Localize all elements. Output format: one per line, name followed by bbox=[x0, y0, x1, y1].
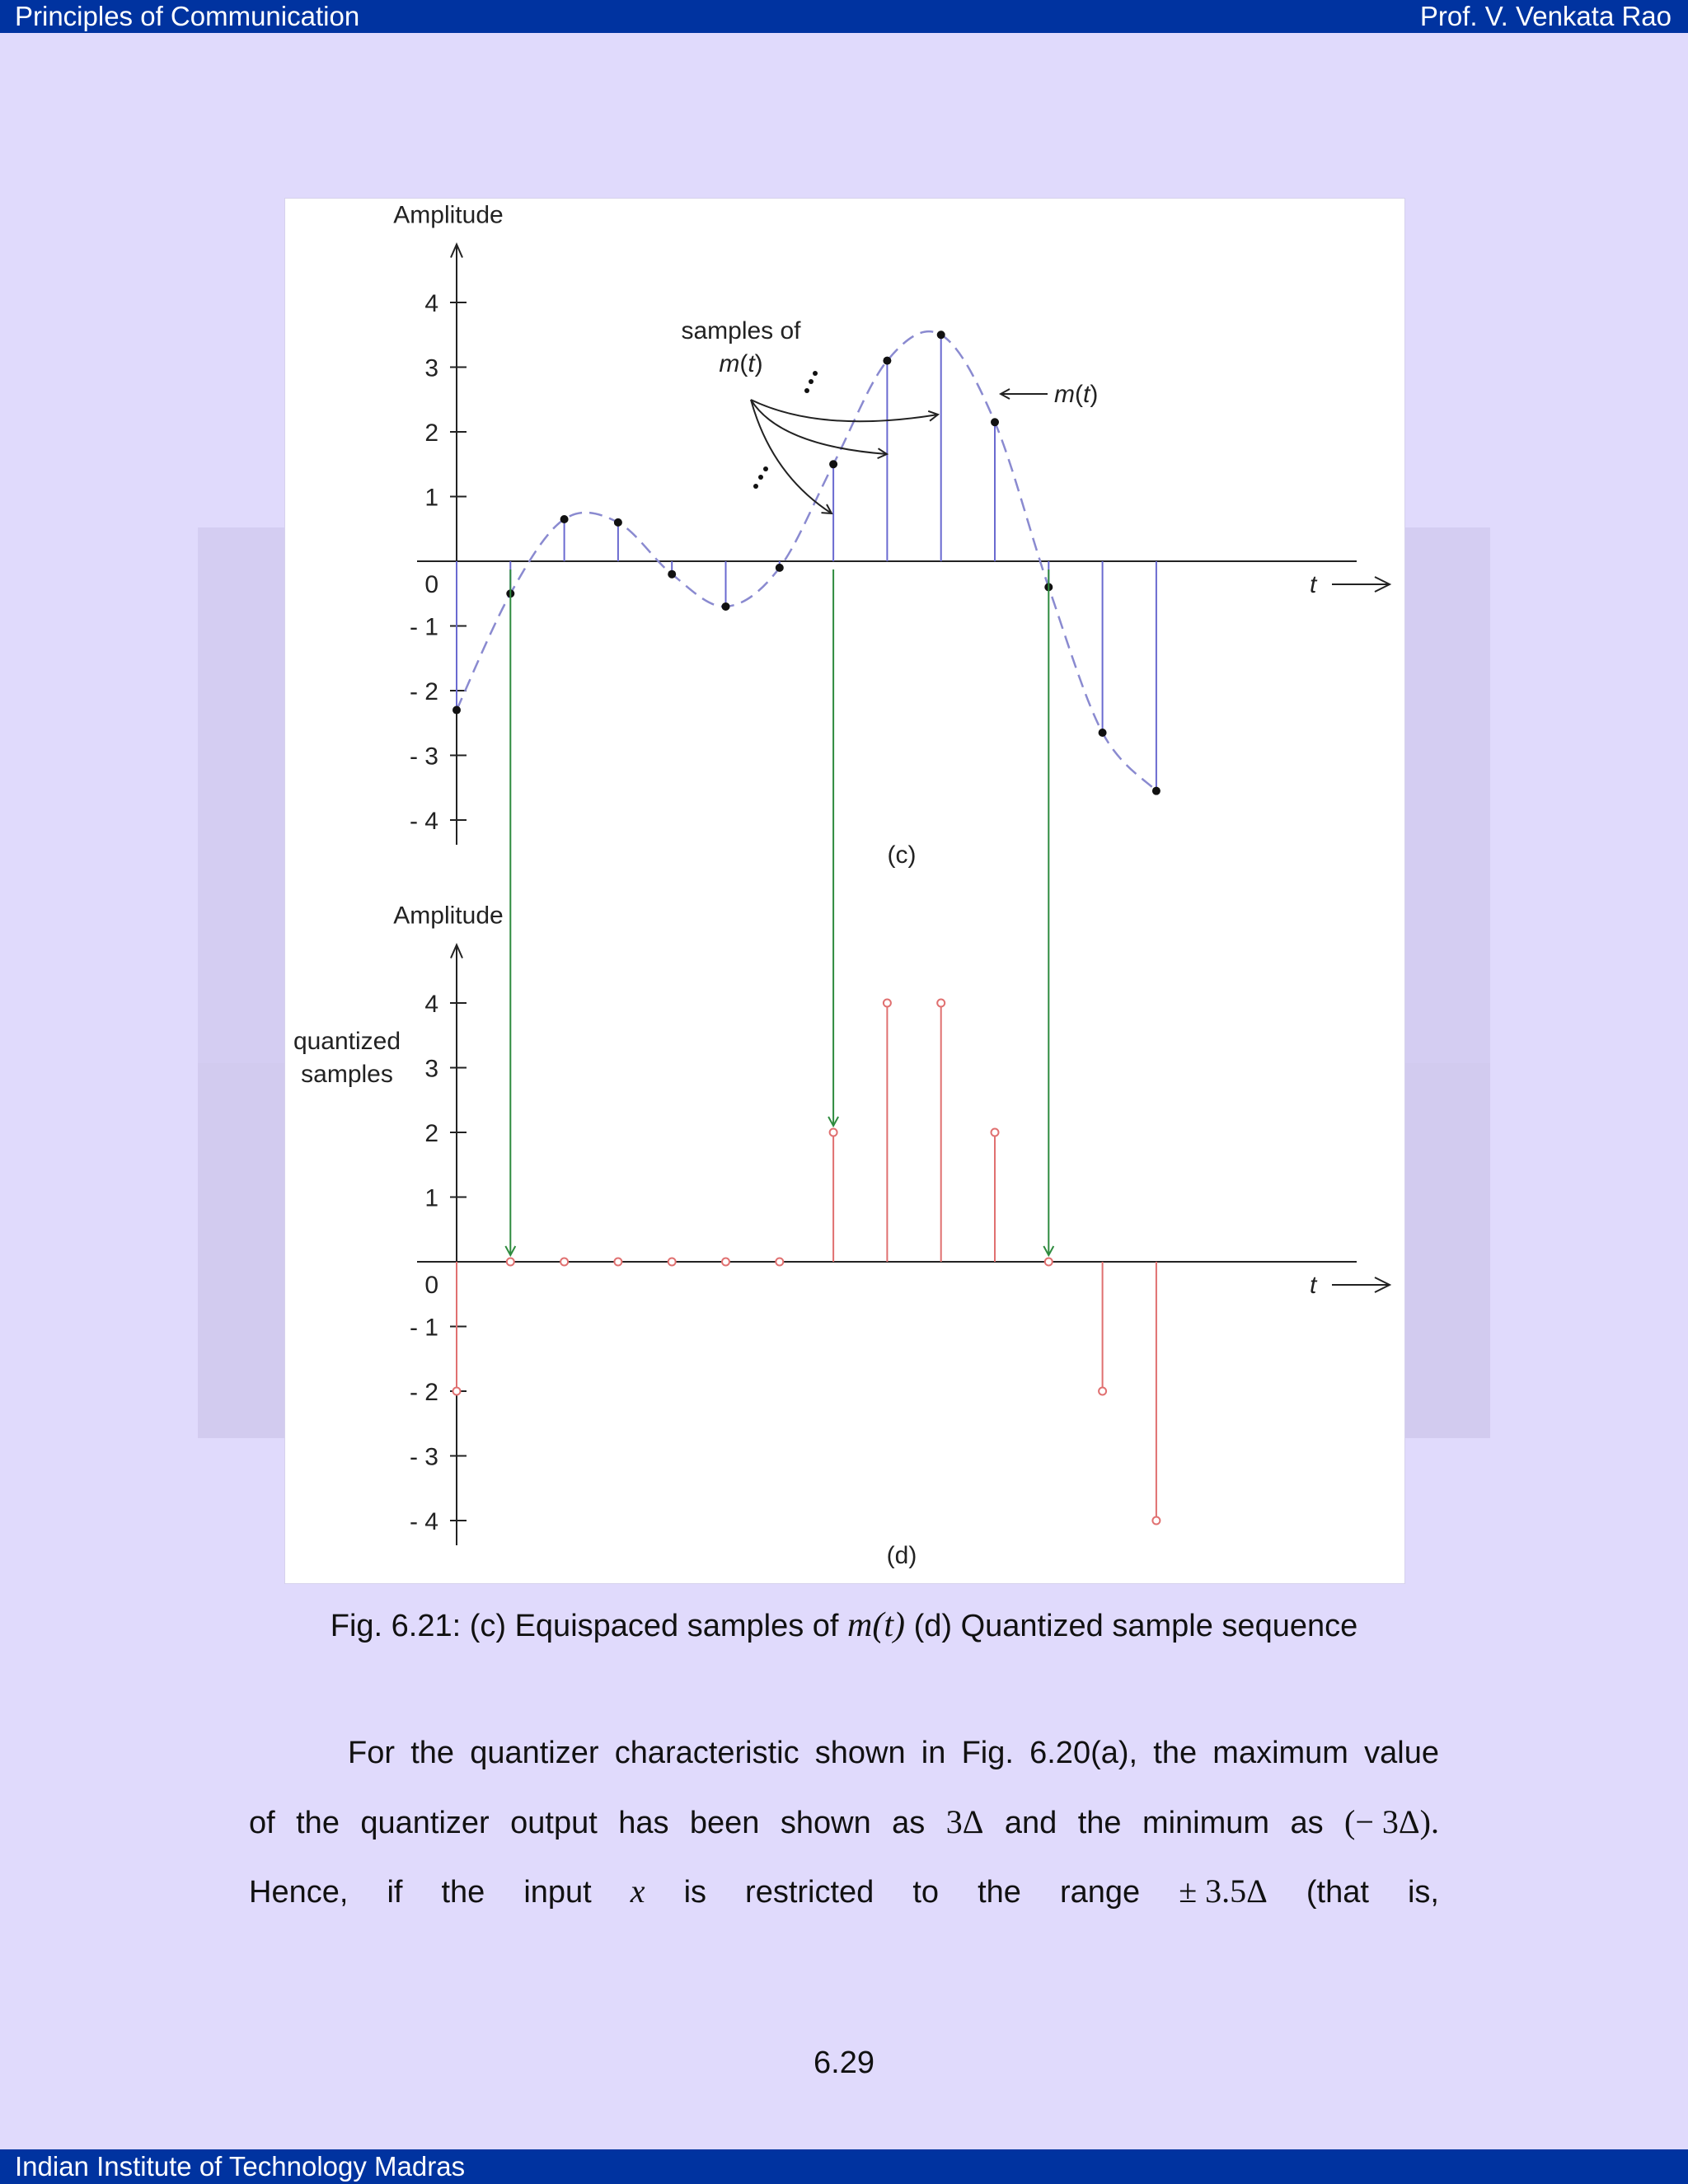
top-t-label: t bbox=[1310, 571, 1317, 598]
body-paragraph bbox=[249, 1718, 1439, 1926]
panel-label-d: (d) bbox=[886, 1542, 917, 1569]
sample-dot bbox=[722, 602, 730, 611]
sample-dot bbox=[614, 518, 622, 527]
line3-word: ± 3.5Δ bbox=[1179, 1872, 1268, 1910]
quantized-marker bbox=[453, 1388, 461, 1395]
quantized-label-line2: samples bbox=[301, 1061, 393, 1088]
sample-dot bbox=[883, 357, 891, 365]
top-tick-label: 1 bbox=[424, 484, 438, 512]
ellipsis-dot bbox=[809, 379, 814, 384]
sample-dot bbox=[1099, 729, 1107, 737]
sample-dot bbox=[829, 460, 837, 468]
caption-suffix: (d) Quantized sample sequence bbox=[913, 1609, 1358, 1643]
sample-dot bbox=[991, 418, 999, 426]
footer-bar bbox=[0, 2149, 1688, 2184]
institute-name: Indian Institute of Technology Madras bbox=[15, 2151, 466, 2182]
line3-word: Hence, bbox=[249, 1875, 349, 1910]
line2-word: 3Δ bbox=[945, 1803, 984, 1840]
quantized-marker bbox=[830, 1129, 837, 1137]
line3-word: (that bbox=[1306, 1875, 1369, 1910]
quantized-marker bbox=[560, 1258, 568, 1266]
ellipsis-dot bbox=[763, 466, 768, 471]
top-tick-label: - 4 bbox=[409, 808, 438, 835]
line2-word: the bbox=[296, 1806, 340, 1840]
line3-word: to bbox=[912, 1875, 940, 1910]
quantization-figure bbox=[285, 199, 1404, 1583]
top-amplitude-label: Amplitude bbox=[393, 201, 504, 229]
top-tick-label: 3 bbox=[424, 354, 438, 382]
panel-label-c: (c) bbox=[887, 841, 917, 869]
quantized-marker bbox=[1045, 1258, 1053, 1266]
sample-dot bbox=[1152, 787, 1160, 795]
paragraph-line-2 bbox=[249, 1788, 1439, 1857]
quantized-marker bbox=[507, 1258, 514, 1266]
page-number: 6.29 bbox=[814, 2046, 874, 2080]
line2-word: as bbox=[1290, 1806, 1324, 1840]
caption-math: m(t) bbox=[847, 1606, 906, 1644]
sample-dot bbox=[452, 706, 461, 715]
pointer-arrow bbox=[751, 400, 938, 421]
quantized-marker bbox=[776, 1258, 783, 1266]
line2-word: output bbox=[510, 1806, 598, 1840]
top-tick-label: - 2 bbox=[409, 678, 438, 705]
pointer-arrow bbox=[751, 400, 832, 513]
quantized-samples-plot bbox=[293, 902, 1390, 1570]
quantized-marker bbox=[1099, 1388, 1106, 1395]
caption-prefix: Fig. 6.21: (c) Equispaced samples of bbox=[330, 1609, 839, 1643]
line3-word: if bbox=[387, 1875, 403, 1910]
bottom-tick-label: - 1 bbox=[409, 1314, 438, 1342]
bottom-tick-label: - 2 bbox=[409, 1379, 438, 1406]
quantized-marker bbox=[937, 1000, 945, 1007]
line3-word: is, bbox=[1407, 1875, 1439, 1910]
line3-word: is bbox=[683, 1875, 707, 1910]
line2-word: (− 3Δ). bbox=[1344, 1803, 1439, 1840]
mapping-arrows bbox=[510, 569, 1048, 1255]
quantized-marker bbox=[614, 1258, 621, 1266]
header-bar bbox=[0, 0, 1688, 33]
quantized-marker bbox=[884, 1000, 891, 1007]
bottom-amplitude-label: Amplitude bbox=[393, 902, 504, 930]
line2-word: been bbox=[689, 1806, 760, 1840]
sample-dot bbox=[560, 515, 569, 523]
top-tick-label: 4 bbox=[424, 290, 438, 317]
quantized-marker bbox=[722, 1258, 729, 1266]
line2-word: and bbox=[1004, 1806, 1057, 1840]
ellipsis-dot bbox=[804, 388, 809, 393]
paragraph-line-1: For the quantizer characteristic shown in Fig. 6.20(a), the maximum value bbox=[348, 1736, 1439, 1770]
top-tick-label: - 1 bbox=[409, 613, 438, 641]
sample-dot bbox=[776, 564, 784, 572]
quantized-marker bbox=[992, 1129, 999, 1137]
bottom-tick-label: 4 bbox=[424, 991, 438, 1018]
line3-word: x bbox=[630, 1872, 645, 1910]
samples-mt-label: m(t) bbox=[719, 350, 763, 377]
line3-word: restricted bbox=[745, 1875, 874, 1910]
line3-word: the bbox=[978, 1875, 1021, 1910]
samples-of-label: samples of bbox=[681, 317, 801, 344]
ellipsis-dot bbox=[813, 371, 818, 376]
ellipsis-dot bbox=[753, 484, 758, 489]
line2-word: the bbox=[1077, 1806, 1122, 1840]
author-name: Prof. V. Venkata Rao bbox=[1419, 1, 1672, 31]
course-title: Principles of Communication bbox=[15, 1, 360, 31]
top-tick-label: 0 bbox=[424, 571, 438, 598]
bottom-tick-label: - 3 bbox=[409, 1443, 438, 1471]
line2-word: as bbox=[892, 1806, 926, 1840]
sample-dot bbox=[937, 330, 945, 339]
line2-word: of bbox=[249, 1806, 275, 1840]
quantized-marker bbox=[668, 1258, 676, 1266]
sampled-signal-plot bbox=[393, 202, 1390, 869]
bottom-tick-label: - 4 bbox=[409, 1508, 438, 1535]
paragraph-line-3 bbox=[249, 1857, 1439, 1926]
bottom-tick-label: 2 bbox=[424, 1120, 438, 1147]
figure-panel bbox=[284, 198, 1405, 1584]
line3-word: range bbox=[1059, 1875, 1141, 1910]
figure-caption bbox=[0, 1605, 1688, 1645]
ellipsis-dot bbox=[758, 475, 763, 480]
signal-label: m(t) bbox=[1054, 381, 1099, 408]
bottom-tick-label: 0 bbox=[424, 1272, 438, 1299]
line3-word: the bbox=[441, 1875, 485, 1910]
quantized-marker bbox=[1152, 1517, 1160, 1525]
line2-word: minimum bbox=[1142, 1806, 1270, 1840]
top-tick-label: 2 bbox=[424, 419, 438, 447]
top-tick-label: - 3 bbox=[409, 743, 438, 771]
bottom-tick-label: 3 bbox=[424, 1055, 438, 1083]
bottom-tick-label: 1 bbox=[424, 1184, 438, 1212]
bottom-t-label: t bbox=[1310, 1272, 1317, 1299]
line2-word: shown bbox=[780, 1806, 871, 1840]
line2-word: has bbox=[618, 1806, 669, 1840]
line3-word: input bbox=[523, 1875, 592, 1910]
quantized-label-line1: quantized bbox=[293, 1028, 401, 1055]
line2-word: quantizer bbox=[360, 1806, 490, 1840]
sample-dot bbox=[668, 570, 676, 579]
